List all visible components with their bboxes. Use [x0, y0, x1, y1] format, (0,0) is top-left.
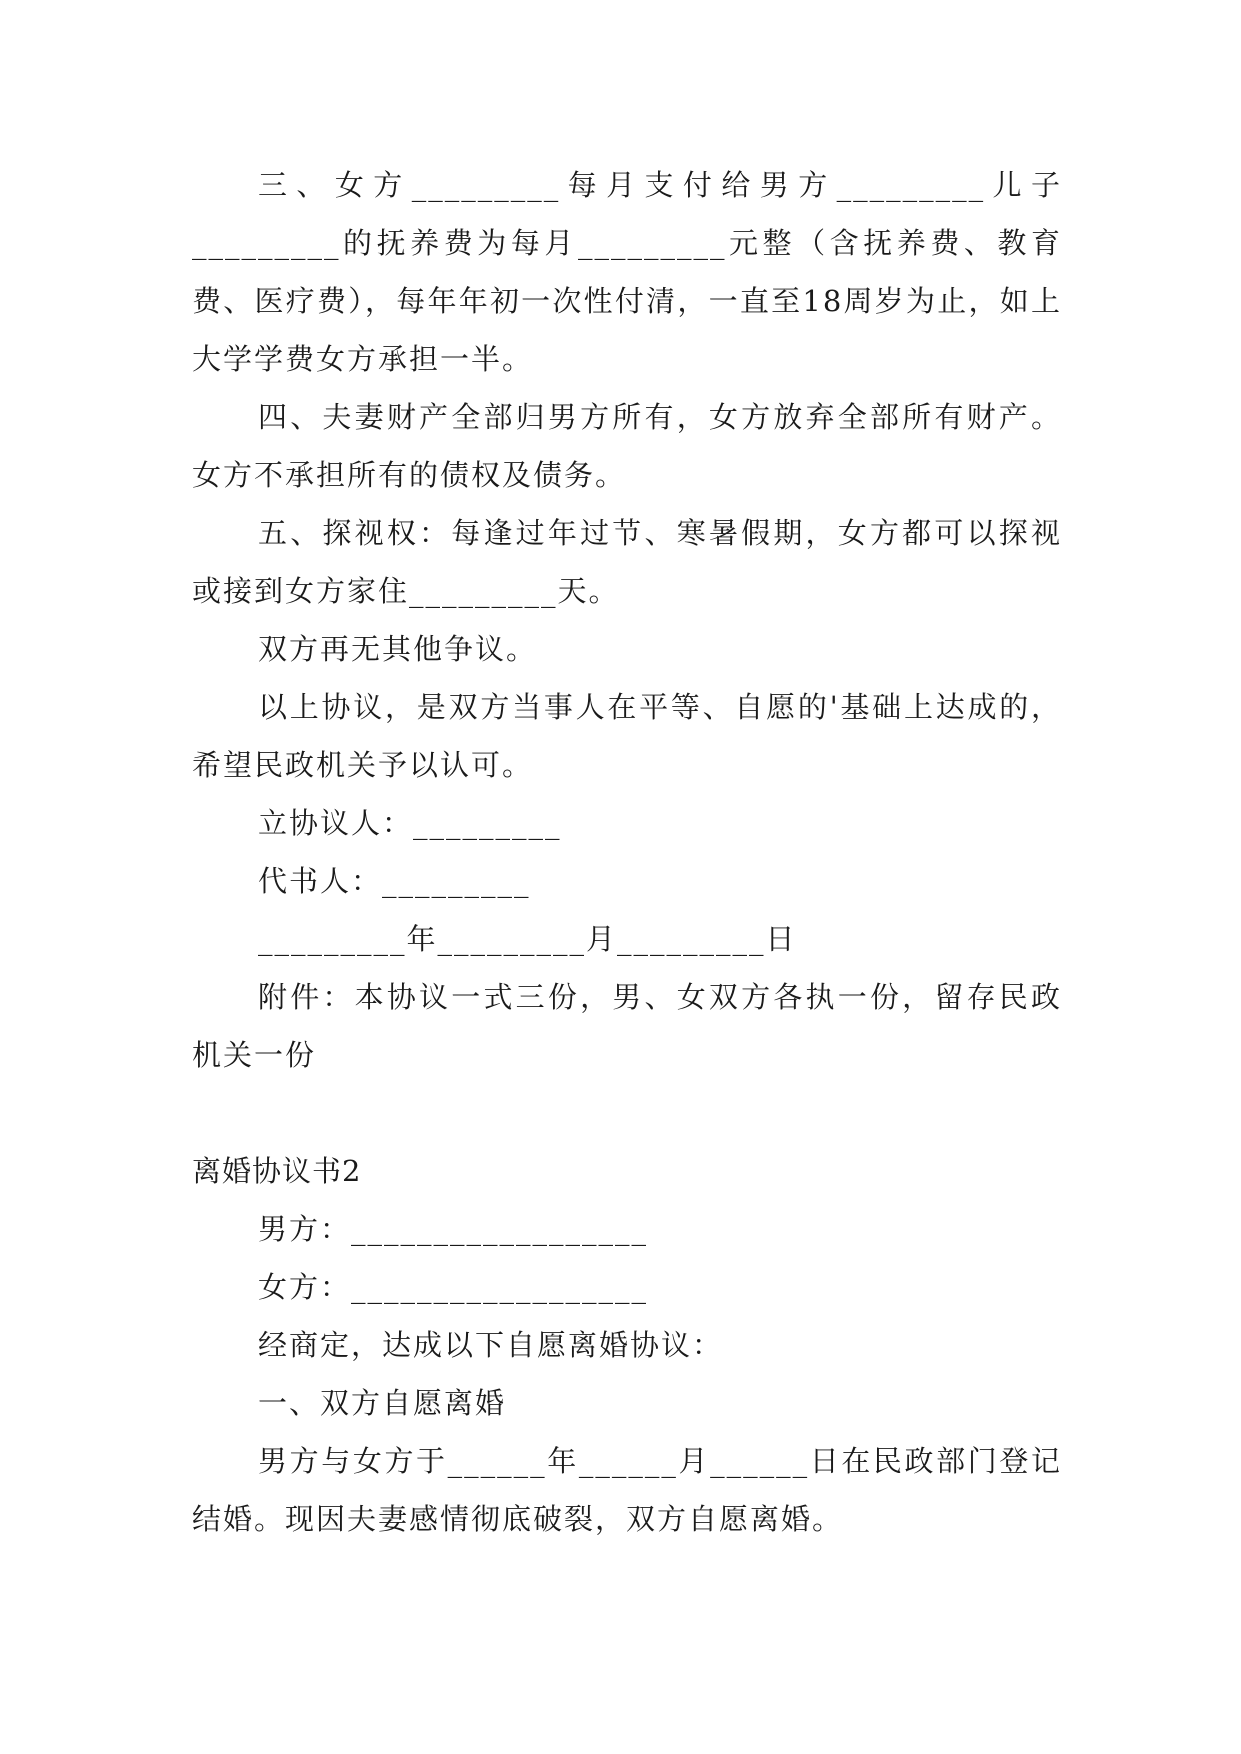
paragraph-marriage-registration: 男方与女方于______年______月______日在民政部门登记结婚。现因夫妻感情彻底破裂，双方自愿离婚。 — [192, 1444, 1062, 1536]
signature-party: 立协议人：_________ — [258, 806, 562, 840]
item-voluntary-divorce: 一、双方自愿离婚 — [258, 1386, 507, 1420]
paragraph-no-dispute: 双方再无其他争议。 — [258, 632, 538, 666]
paragraph-property: 四、夫妻财产全部归男方所有，女方放弃全部所有财产。女方不承担所有的债权及债务。 — [192, 400, 1062, 492]
signature-agent: 代书人：_________ — [258, 864, 531, 898]
paragraph-intro: 经商定，达成以下自愿离婚协议： — [258, 1328, 724, 1362]
paragraph-attachment: 附件：本协议一式三份，男、女双方各执一份，留存民政机关一份 — [192, 980, 1062, 1072]
paragraph-child-support: 三、女方_________每月支付给男方_________儿子_________的抚养费为每月_________元整（含抚养费、教育费、医疗费），每年年初一次性付清，一直至18周岁为止，如上大学学费女方承担一半。 — [192, 168, 1062, 376]
field-female: 女方：__________________ — [258, 1270, 649, 1304]
paragraph-agreement-basis: 以上协议，是双方当事人在平等、自愿的'基础上达成的，希望民政机关予以认可。 — [192, 690, 1062, 782]
field-male: 男方：__________________ — [258, 1212, 649, 1246]
section-title: 离婚协议书2 — [192, 1154, 362, 1188]
paragraph-visitation: 五、探视权：每逢过年过节、寒暑假期，女方都可以探视或接到女方家住_________天。 — [192, 516, 1062, 608]
signature-date: _________年_________月_________日 — [258, 922, 797, 956]
document-content — [192, 156, 1062, 1548]
